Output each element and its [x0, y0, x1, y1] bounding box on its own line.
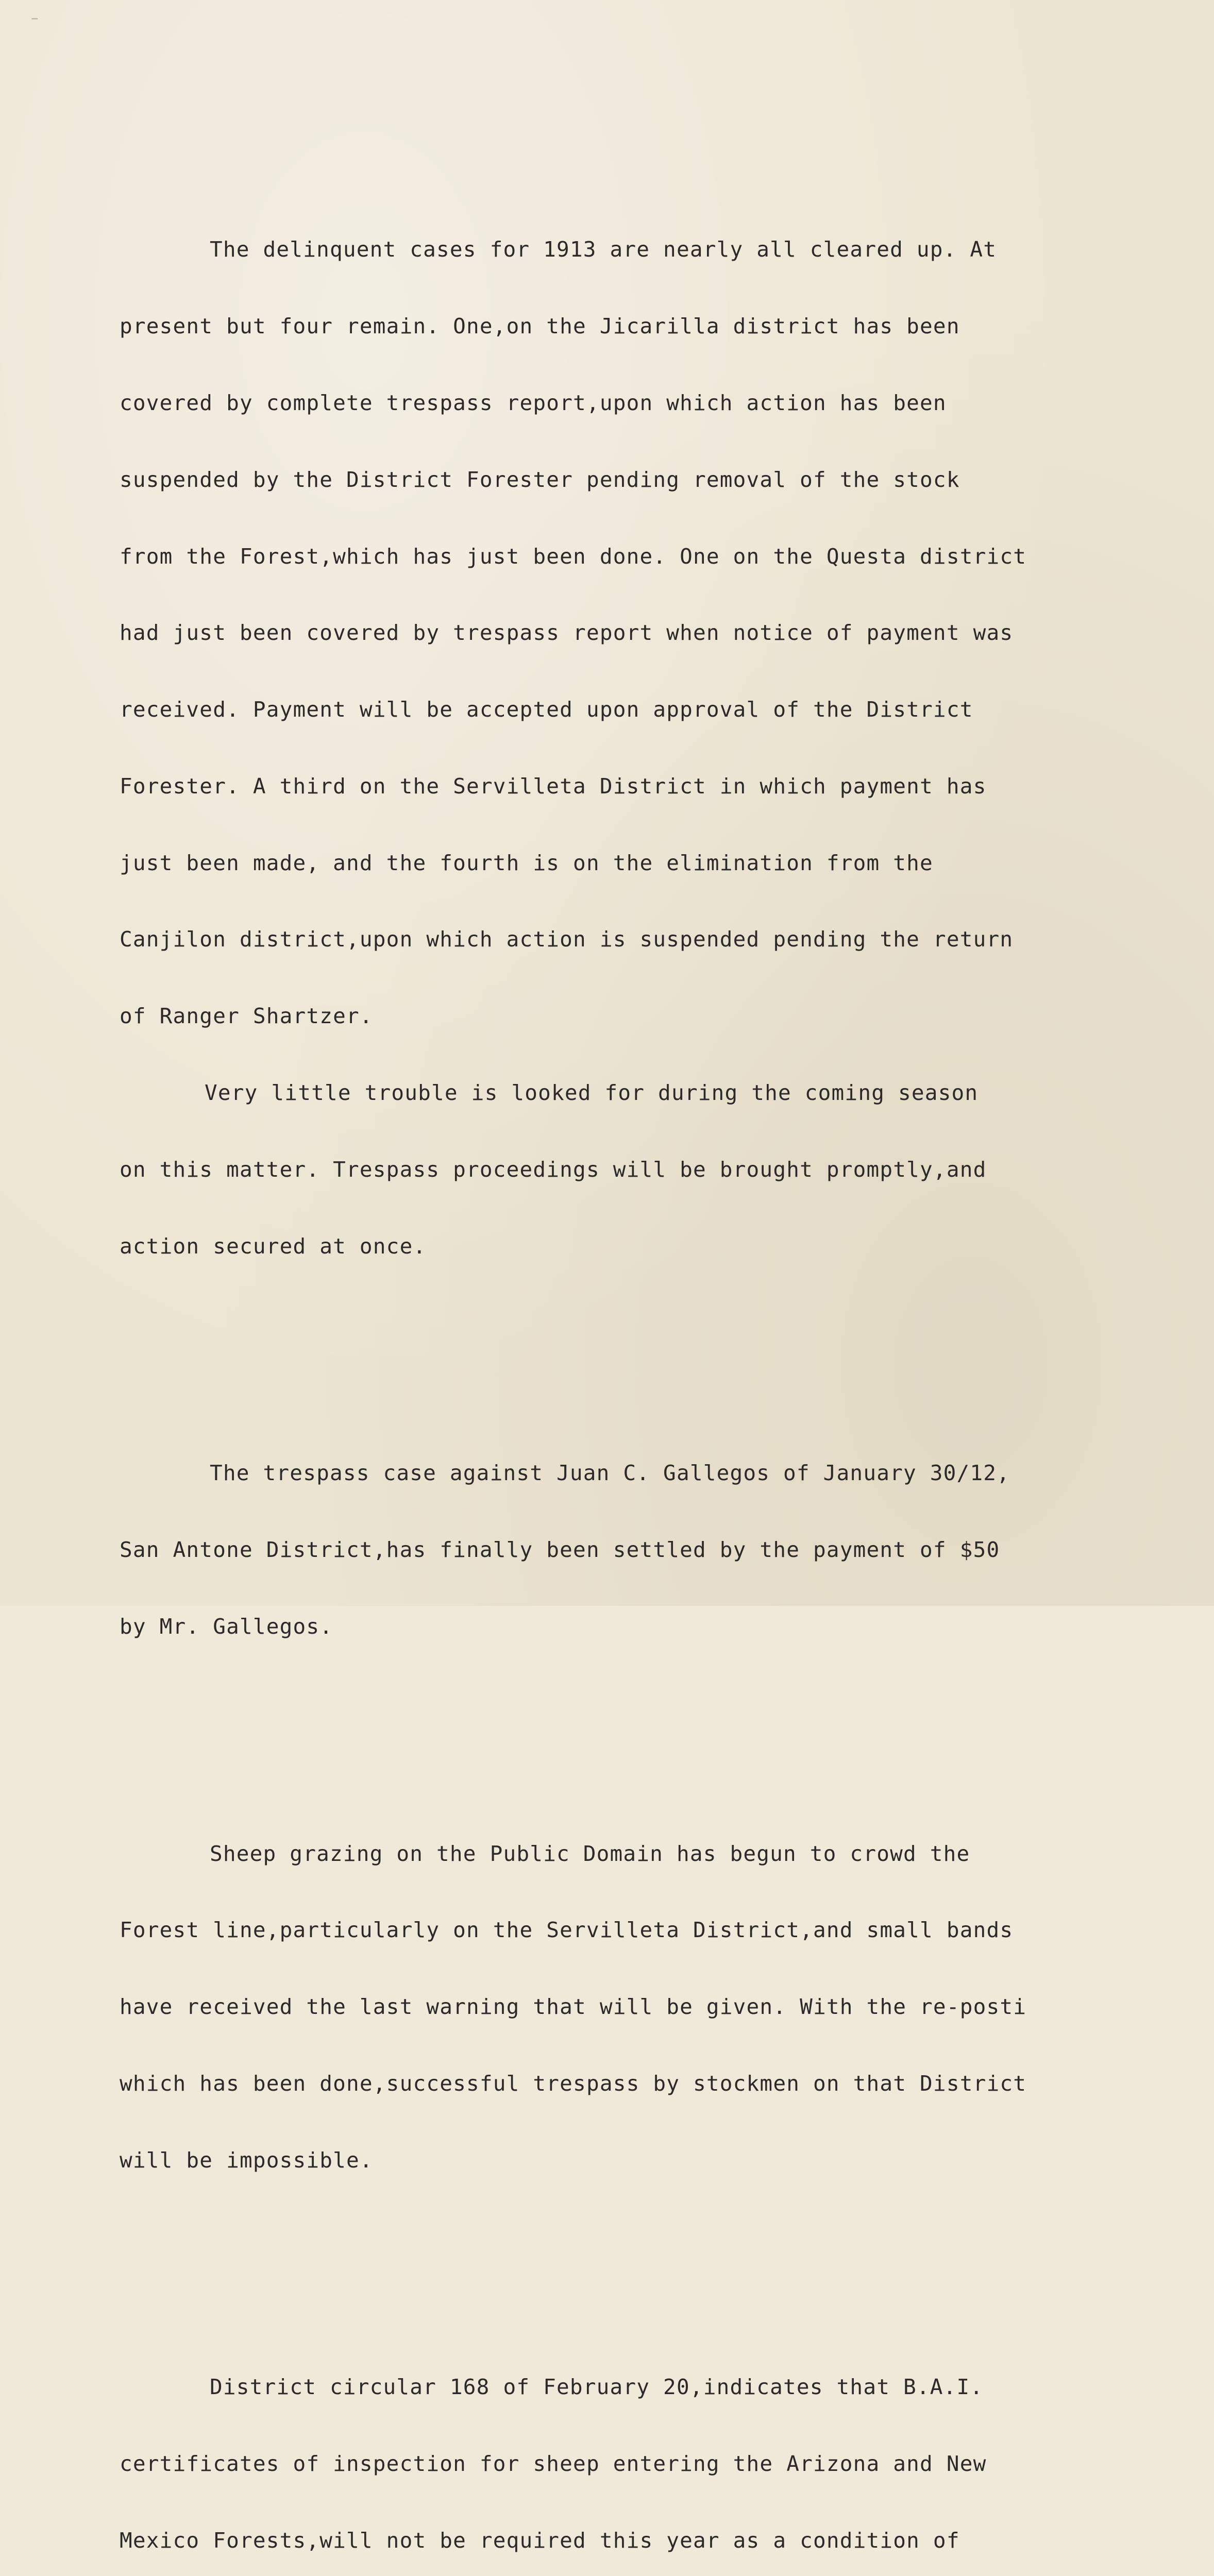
text-line: of Ranger Shartzer.	[120, 1004, 373, 1029]
text-line: covered by complete trespass report,upon which action has been	[120, 390, 947, 415]
text-line: Mexico Forests,will not be required this year as a condition of	[120, 2528, 960, 2553]
text-line: The trespass case against Juan C. Gallegos of January 30/12,	[210, 1461, 1010, 1486]
text-line: just been made, and the fourth is on the elimination from the	[120, 850, 933, 875]
typed-letter-body	[120, 135, 1181, 2576]
text-line: Forester. A third on the Servilleta District in which payment has	[120, 773, 987, 799]
text-line: on this matter. Trespass proceedings will be brought promptly,and	[120, 1157, 987, 1182]
text-line: from the Forest,which has just been done. One on the Questa district	[120, 544, 1027, 569]
text-line: Forest line,particularly on the Servilleta District,and small bands	[120, 1918, 1014, 1943]
text-line: Canjilon district,upon which action is suspended pending the return	[120, 927, 1014, 952]
text-line: District circular 168 of February 20,indicates that B.A.I.	[210, 2375, 984, 2400]
text-line: San Antone District,has finally been settled by the payment of $50	[120, 1537, 1000, 1563]
text-line: present but four remain. One,on the Jicarilla district has been	[120, 314, 960, 339]
text-line: suspended by the District Forester pending removal of the stock	[120, 467, 960, 492]
text-line: have received the last warning that will be given. With the re-posti	[120, 1994, 1027, 2020]
text-line: will be impossible.	[120, 2147, 373, 2173]
text-line: certificates of inspection for sheep entering the Arizona and New	[120, 2451, 987, 2477]
text-line: had just been covered by trespass report when notice of payment was	[120, 620, 1014, 646]
text-line: by Mr. Gallegos.	[120, 1614, 333, 1639]
text-line: received. Payment will be accepted upon approval of the District	[120, 697, 973, 722]
text-line: Very little trouble is looked for during the coming season	[205, 1080, 979, 1105]
text-line: Sheep grazing on the Public Domain has begun to crowd the	[210, 1841, 970, 1866]
text-line: which has been done,successful trespass by stockmen on that District	[120, 2071, 1027, 2096]
text-line: action secured at once.	[120, 1233, 427, 1259]
corner-mark: –	[31, 9, 39, 27]
text-line: The delinquent cases for 1913 are nearly all cleared up. At	[210, 237, 997, 262]
